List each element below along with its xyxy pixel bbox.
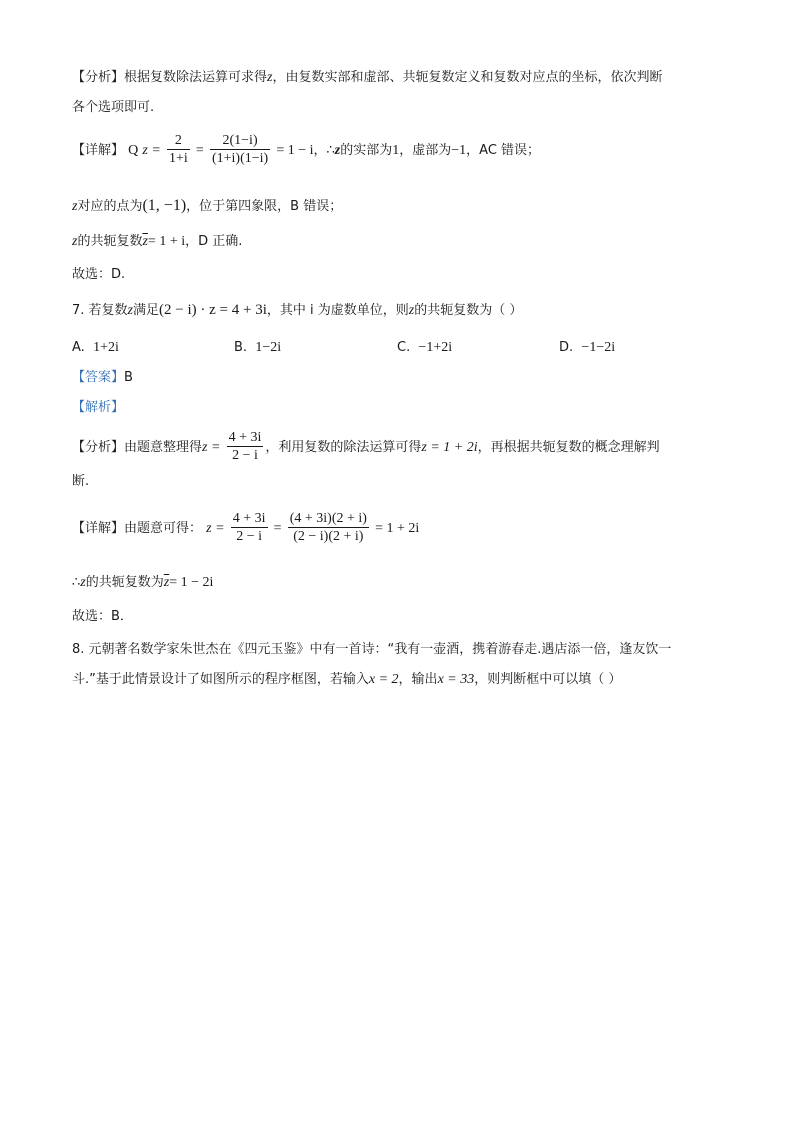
question-8-line-1: 8. 元朝著名数学家朱世杰在《四元玉鉴》中有一首诗：“我有一壶酒，携着游春走.遇店添一倍，逢友饮一 (72, 642, 672, 657)
choose-line-2: 故选：B． (72, 609, 133, 624)
option-c[interactable]: C. −1+2i (397, 340, 453, 355)
detail-line-3: z的共轭复数$\overline{z}= 1 + i$，D 正确. (72, 234, 243, 249)
q7-analysis-line-1: 【分析】由题意整理得z = $\frac{4 + 3i}{2 - i}$ ，利用复数的除法运算可得z = 1 + 2i，再根据共轭复数的概念理解判 (72, 430, 660, 463)
fraction: $\frac{4 + 3i}{2 - i}$ (228, 430, 262, 463)
detail-tag: 【详解】 (72, 143, 125, 158)
fraction: $\frac{(4 + 3i)(2 + i)}{(2 - i)(2 + i)}$ (289, 511, 367, 544)
answer-value: B (124, 370, 133, 385)
detail-line-2: z对应的点为(1, −1)，位于第四象限，B 错误； (72, 197, 343, 214)
q7-analysis-line-2: 断. (72, 474, 90, 489)
choose-line-1: 故选：D. (72, 267, 126, 282)
analysis-line-2: 各个选项即可. (72, 100, 155, 115)
jiexi-line (72, 399, 124, 417)
question-8-line-2: 斗.”基于此情景设计了如图所示的程序框图，若输入x = 2，输出x = 33，则判断框中可以填（ ） (72, 672, 622, 687)
question-7-options (72, 339, 722, 357)
q7-conj-line: ∴z的共轭复数为$\overline{z}= 1 - 2i$ (72, 575, 214, 590)
option-b[interactable]: B. 1−2i (234, 340, 282, 355)
fraction: $\frac{4 + 3i}{2 - i}$ (232, 511, 266, 544)
detail-line-1: 【详解】 Q z = $\frac{2}{1+i}$ = $\frac{2(1-i)}{(1+i)(1-i)}$ = 1 − i，∴z的实部为1，虚部为−1，AC 错误； (72, 133, 541, 166)
option-a[interactable]: A. 1+2i (72, 340, 119, 355)
answer-line (72, 369, 133, 387)
analysis-line-1: 【分析】根据复数除法运算可求得z，由复数实部和虚部、共轭复数定义和复数对应点的坐标，依次判断 (72, 70, 663, 85)
analysis-tag: 【分析】 (72, 70, 125, 85)
fraction: $\frac{2}{1+i}$ (168, 133, 188, 166)
answer-tag: 【答案】 (72, 370, 125, 385)
fraction: $\frac{2(1-i)}{(1+i)(1-i)}$ (211, 133, 269, 166)
jiexi-tag: 【解析】 (72, 400, 125, 415)
option-d[interactable]: D. −1−2i (559, 340, 616, 355)
q7-detail-line: 【详解】由题意可得： z = $\frac{4 + 3i}{2 - i}$ = $\frac{(4 + 3i)(2 + i)}{(2 - i)(2 + i)}$ = 1 + 2i (72, 511, 420, 544)
question-7-stem: 7. 若复数z满足(2 − i) · z = 4 + 3i，其中 i 为虚数单位，则z的共轭复数为（ ） (72, 302, 523, 318)
